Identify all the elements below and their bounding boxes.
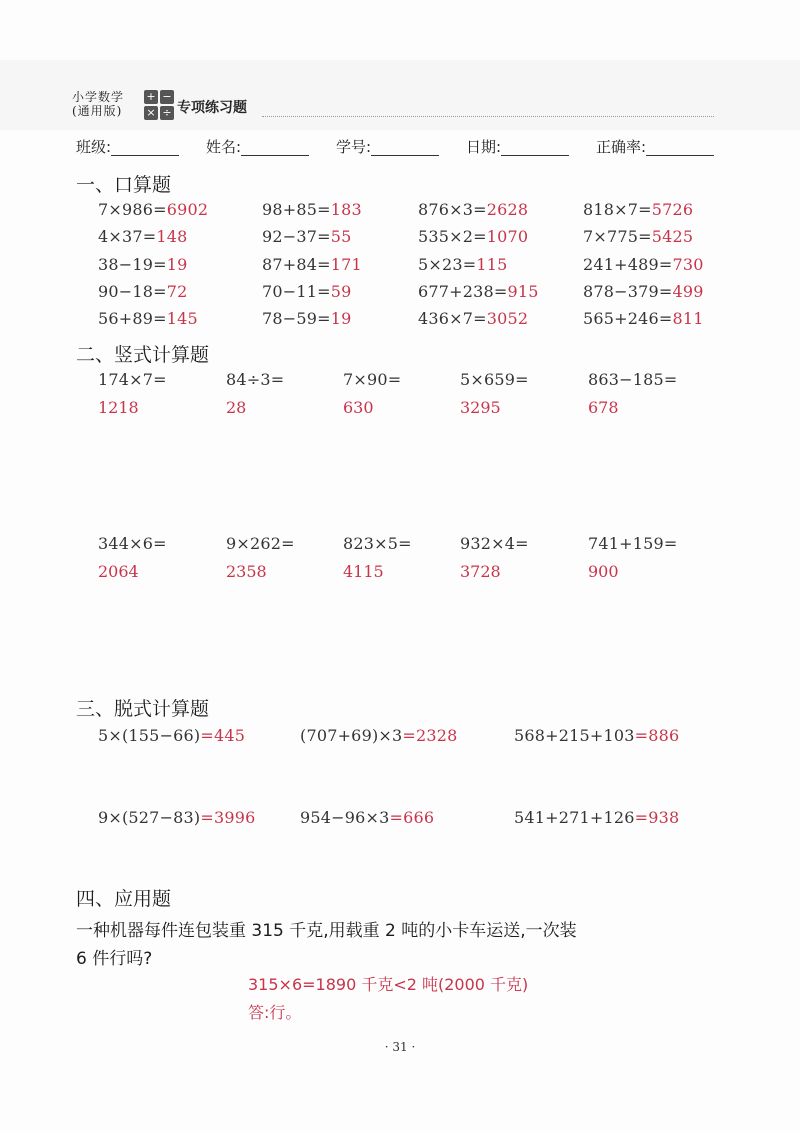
page-number: · 31 · <box>384 1040 416 1054</box>
problem-answer: 19 <box>330 309 352 329</box>
brand-line-1: 小学数学 <box>72 90 125 104</box>
solution-line-1: 315×6=1890 千克<2 吨(2000 千克) <box>248 975 529 994</box>
vertical-problem: 823×5= <box>343 534 412 553</box>
vertical-answer: 630 <box>343 398 374 417</box>
vertical-problem: 7×90= <box>343 370 402 389</box>
oral-problem <box>583 255 704 274</box>
vertical-answer: 4115 <box>343 562 384 581</box>
problem-expression: (707+69)×3 <box>300 726 403 745</box>
problem-answer: 19 <box>166 254 188 274</box>
problem-answer: 915 <box>507 281 539 301</box>
date-blank[interactable] <box>501 140 569 156</box>
vertical-problem: 174×7= <box>98 370 167 389</box>
vertical-answer: 3728 <box>460 562 501 581</box>
vertical-answer: 900 <box>588 562 619 581</box>
problem-answer: 730 <box>672 254 704 274</box>
stepwise-problem <box>514 808 679 827</box>
vertical-problem: 932×4= <box>460 534 529 553</box>
problem-answer: 5726 <box>651 200 694 219</box>
problem-expression: 876×3= <box>418 200 487 219</box>
problem-answer: 5425 <box>651 227 694 247</box>
problem-answer: 183 <box>330 200 362 219</box>
problem-expression: 535×2= <box>418 227 487 247</box>
problem-expression: 78−59= <box>262 309 331 329</box>
problem-expression: 38−19= <box>98 254 167 274</box>
problem-answer: 55 <box>330 227 352 247</box>
brand-line-2: (通用版) <box>72 104 123 118</box>
date-field <box>466 136 569 157</box>
problem-expression: 92−37= <box>262 227 331 247</box>
oral-problem <box>583 309 704 328</box>
oral-problem <box>98 282 188 301</box>
problem-answer: =445 <box>200 726 246 745</box>
problem-answer: 145 <box>166 309 198 329</box>
problem-expression: 241+489= <box>583 254 673 274</box>
vertical-problem: 863−185= <box>588 370 678 389</box>
name-label: 姓名: <box>206 138 242 156</box>
oral-problem <box>418 200 528 219</box>
id-field <box>336 136 439 157</box>
oral-problem <box>98 309 198 328</box>
problem-answer: 72 <box>166 281 188 301</box>
problem-answer: 499 <box>672 281 704 301</box>
problem-expression: 954−96×3 <box>300 808 390 827</box>
stepwise-problem <box>300 808 434 827</box>
vertical-problem: 84÷3= <box>226 370 285 389</box>
problem-answer: 171 <box>330 254 362 274</box>
problem-expression: 5×(155−66) <box>98 726 201 745</box>
oral-problem <box>262 227 352 246</box>
minus-icon: − <box>160 90 174 104</box>
vertical-problem: 5×659= <box>460 370 529 389</box>
oral-problem <box>583 282 704 301</box>
accuracy-label: 正确率: <box>596 138 647 156</box>
accuracy-blank[interactable] <box>646 140 714 156</box>
vertical-answer: 1218 <box>98 398 139 417</box>
oral-problem <box>583 200 693 219</box>
date-label: 日期: <box>466 138 502 156</box>
problem-expression: 98+85= <box>262 200 331 219</box>
class-blank[interactable] <box>111 140 179 156</box>
problem-answer: 59 <box>330 281 352 301</box>
oral-problem <box>583 227 693 246</box>
vertical-answer: 2064 <box>98 562 139 581</box>
oral-problem <box>262 200 362 219</box>
problem-text-line-1: 一种机器每件连包装重 315 千克,用载重 2 吨的小卡车运送,一次装 <box>76 921 577 941</box>
header-divider <box>262 116 714 117</box>
problem-answer: 3052 <box>486 309 529 329</box>
problem-expression: 5×23= <box>418 254 477 274</box>
problem-expression: 70−11= <box>262 281 331 301</box>
stepwise-problem <box>98 726 245 745</box>
problem-expression: 677+238= <box>418 281 508 301</box>
oral-problem <box>262 282 352 301</box>
name-blank[interactable] <box>241 140 309 156</box>
vertical-answer: 3295 <box>460 398 501 417</box>
oral-problem <box>98 255 188 274</box>
vertical-problem: 344×6= <box>98 534 167 553</box>
oral-problem <box>262 255 362 274</box>
id-label: 学号: <box>336 138 372 156</box>
problem-answer: 1070 <box>486 227 529 247</box>
vertical-problem: 9×262= <box>226 534 295 553</box>
problem-expression: 4×37= <box>98 227 157 247</box>
brand-label <box>72 90 124 118</box>
problem-expression: 7×775= <box>583 227 652 247</box>
problem-expression: 87+84= <box>262 254 331 274</box>
problem-answer: =886 <box>634 726 680 745</box>
problem-expression: 568+215+103 <box>514 726 635 745</box>
problem-expression: 90−18= <box>98 281 167 301</box>
stepwise-problem <box>300 726 458 745</box>
times-icon: × <box>144 106 158 120</box>
worksheet-title: 专项练习题 <box>177 100 247 116</box>
problem-expression: 56+89= <box>98 309 167 329</box>
stepwise-problem <box>514 726 679 745</box>
problem-expression: 436×7= <box>418 309 487 329</box>
section-4-heading: 四、应用题 <box>76 888 172 910</box>
problem-answer: =3996 <box>200 808 256 827</box>
problem-expression: 9×(527−83) <box>98 808 201 827</box>
problem-answer: =938 <box>634 808 680 827</box>
problem-answer: 2628 <box>486 200 529 219</box>
problem-text-line-2: 6 件行吗? <box>76 949 153 969</box>
problem-expression: 7×986= <box>98 200 167 219</box>
oral-problem <box>418 255 508 274</box>
problem-expression: 818×7= <box>583 200 652 219</box>
vertical-problem: 741+159= <box>588 534 678 553</box>
name-field <box>206 136 309 157</box>
class-label: 班级: <box>76 138 112 156</box>
oral-problem <box>418 282 539 301</box>
problem-expression: 565+246= <box>583 309 673 329</box>
problem-answer: 6902 <box>166 200 209 219</box>
problem-answer: =666 <box>389 808 435 827</box>
oral-problem <box>98 200 208 219</box>
problem-expression: 541+271+126 <box>514 808 635 827</box>
vertical-answer: 28 <box>226 398 247 417</box>
problem-answer: 115 <box>476 254 508 274</box>
id-blank[interactable] <box>371 140 439 156</box>
vertical-answer: 2358 <box>226 562 267 581</box>
vertical-answer: 678 <box>588 398 619 417</box>
operators-logo <box>144 90 174 120</box>
problem-answer: 811 <box>672 309 704 329</box>
solution-line-2: 答:行。 <box>248 1003 302 1022</box>
oral-problem <box>98 227 188 246</box>
problem-answer: =2328 <box>402 726 458 745</box>
section-2-heading: 二、竖式计算题 <box>76 344 210 366</box>
problem-answer: 148 <box>156 227 188 247</box>
accuracy-field <box>596 136 714 157</box>
plus-icon: + <box>144 90 158 104</box>
oral-problem <box>418 227 528 246</box>
divide-icon: ÷ <box>160 106 174 120</box>
section-1-heading: 一、口算题 <box>76 174 172 196</box>
stepwise-problem <box>98 808 256 827</box>
problem-expression: 878−379= <box>583 281 673 301</box>
oral-problem <box>418 309 528 328</box>
class-field <box>76 136 179 157</box>
oral-problem <box>262 309 352 328</box>
section-3-heading: 三、脱式计算题 <box>76 698 210 720</box>
